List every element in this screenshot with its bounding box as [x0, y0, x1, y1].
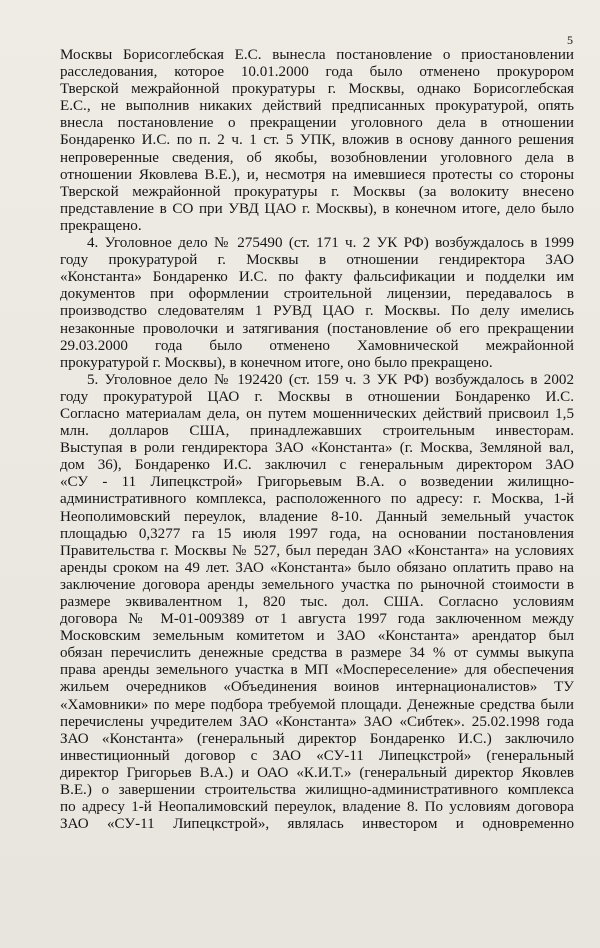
- text-line: прокуратурой г. Москвы), в конечном итоге, оно было прекращено.: [60, 354, 493, 371]
- text-line: перечислены учредителем ЗАО «Константа» ЗАО «Сибтек». 25.02.1998 года: [60, 713, 574, 730]
- text-line: Выступая в роли гендиректора ЗАО «Константа» (г. Москва, Земляной вал,: [60, 440, 574, 457]
- text-line: площадью 0,3277 га 15 июля 1997 года, на основании постановления: [60, 525, 574, 542]
- text-line: административного комплекса, расположенного по адресу: г. Москва, 1-й: [60, 491, 574, 508]
- text-line: незаконные проволочки и затягивания (постановление об его прекращении: [60, 320, 574, 337]
- text-line: Правительства г. Москвы № 527, был передан ЗАО «Константа» на условиях: [60, 542, 574, 559]
- text-line: «Хамовники» по мере подбора требуемой площади. Денежные средства были: [60, 696, 574, 713]
- text-line: расследования, которое 10.01.2000 года было отменено прокурором: [60, 64, 574, 81]
- text-line: году прокуратурой ЦАО г. Москвы в отношении Бондаренко И.С.: [60, 388, 574, 405]
- text-line: Москвы Борисоглебская Е.С. вынесла постановление о приостановлении: [60, 47, 574, 63]
- body-text: [60, 47, 574, 833]
- text-line: «Константа» Бондаренко И.С. по факту фальсификации и подделки им: [60, 269, 574, 286]
- text-line: размере эквивалентном 1, 820 тыс. дол. США. Согласно условиям: [60, 594, 574, 610]
- text-line: представление в СО при УВД ЦАО г. Москвы), в конечном итоге, дело было: [60, 200, 574, 217]
- text-line: непроверенные сведения, об якобы, возобновлении уголовного дела в: [60, 149, 574, 166]
- text-line: Тверской межрайонной прокуратуры г. Москвы (за волокиту внесено: [60, 183, 574, 200]
- page-number: 5: [567, 33, 573, 47]
- text-line: «СУ - 11 Липецкстрой» Григорьевым В.А. о возведении жилищно-: [60, 474, 574, 491]
- text-line: производство следователям 1 РУВД ЦАО г. Москвы. По делу имелись: [60, 303, 574, 320]
- text-line: 4. Уголовное дело № 275490 (ст. 171 ч. 2 УК РФ) возбуждалось в 1999: [87, 235, 574, 252]
- text-line: документов при оформлении строительной лицензии, передавалось в: [60, 286, 574, 303]
- text-line: году прокуратурой г. Москвы в отношении гендиректора ЗАО: [60, 252, 574, 269]
- text-line: жильем очередников «Объединения воинов интернационалистов» ТУ: [60, 679, 574, 696]
- text-line: дом 36), Бондаренко И.С. заключил с генеральным директором ЗАО: [60, 457, 574, 474]
- text-line: отношении Яковлева В.Е.), и, несмотря на имевшиеся протесты со стороны: [60, 166, 574, 183]
- text-line: директор Григорьев В.А.) и ОАО «К.И.Т.» (генеральный директор Яковлев: [60, 764, 574, 781]
- text-line: аренды сроком на 49 лет. ЗАО «Константа» было обязано оплатить право на: [60, 559, 574, 576]
- text-line: Московским земельным комитетом и ЗАО «Константа» арендатор был: [60, 628, 574, 645]
- text-line: Е.С., не выполнив никаких действий предписанных прокуратурой, опять: [60, 98, 574, 115]
- text-line: права аренды земельного участка в МП «Моспереселение» для обеспечения: [60, 662, 574, 679]
- text-line: Тверской межрайонной прокуратуры г. Москвы, однако Борисоглебская: [60, 81, 574, 98]
- text-line: договора № М-01-009389 от 1 августа 1997 года заключенном между: [60, 611, 574, 628]
- text-line: В.Е.) о завершении строительства жилищно-административного комплекса: [60, 782, 574, 799]
- text-line: Неополимовский переулок, владение 8-10. Данный земельный участок: [60, 508, 574, 525]
- text-line: обязан перечислить денежные средства в размере 34 % от суммы выкупа: [60, 645, 574, 662]
- text-line: по адресу 1-й Неопалимовский переулок, владение 8. По условиям договора: [60, 799, 574, 816]
- text-line: прекращено.: [60, 217, 142, 234]
- text-line: Согласно материалам дела, он путем мошеннических действий присвоил 1,5: [60, 405, 574, 422]
- text-line: ЗАО «Константа» (генеральный директор Бондаренко И.С.) заключило: [60, 730, 574, 747]
- text-line: ЗАО «СУ-11 Липецкстрой», являлась инвестором и одновременно: [60, 816, 574, 833]
- text-line: Бондаренко И.С. по п. 2 ч. 1 ст. 5 УПК, вложив в основу данного решения: [60, 132, 574, 149]
- text-line: млн. долларов США, принадлежавших строительным инвесторам.: [60, 423, 574, 440]
- text-line: 5. Уголовное дело № 192420 (ст. 159 ч. 3 УК РФ) возбуждалось в 2002: [87, 371, 574, 388]
- text-line: 29.03.2000 года было отменено Хамовнической межрайонной: [60, 337, 574, 354]
- text-line: внесла постановление о прекращении уголовного дела в отношении: [60, 115, 574, 132]
- text-line: инвестиционный договор с ЗАО «СУ-11 Липецкстрой» (генеральный: [60, 747, 574, 764]
- text-line: заключение договора аренды земельного участка по рыночной стоимости в: [60, 576, 574, 593]
